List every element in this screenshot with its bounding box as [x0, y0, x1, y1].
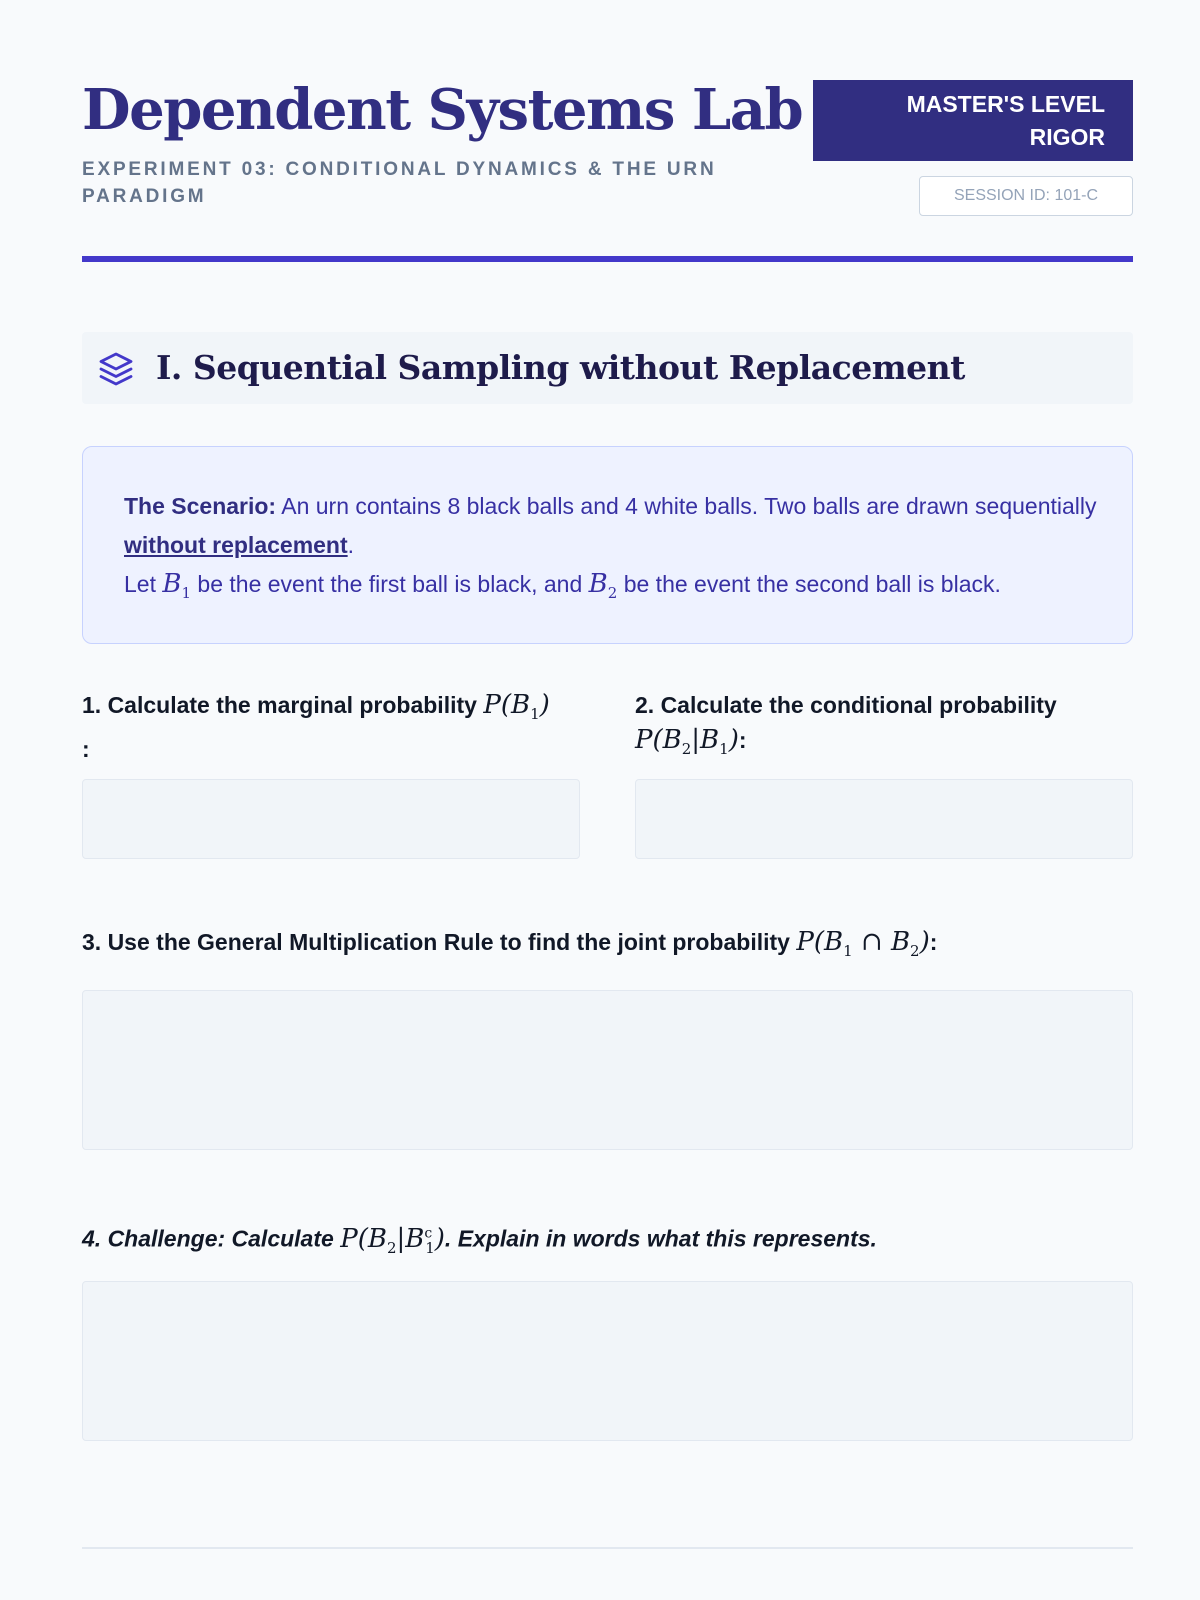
layers-icon	[96, 349, 136, 389]
question-1-math-sub: 1	[530, 705, 540, 724]
page-subtitle: EXPERIMENT 03: CONDITIONAL DYNAMICS & THE URN PARADIGM	[82, 159, 717, 207]
question-1-math	[483, 690, 550, 724]
section-heading	[82, 332, 1133, 404]
scenario-text-2-mid: be the event the first ball is black, and	[191, 571, 589, 597]
question-4-answer-field[interactable]	[82, 1281, 1133, 1441]
math-b2-symbol: B	[588, 569, 608, 599]
question-4-text: 4. Challenge: Calculate	[82, 1225, 341, 1252]
scenario-text-2-end: be the event the second ball is black.	[617, 571, 1001, 597]
math-b2-sub: 2	[607, 584, 618, 603]
question-2-math	[635, 725, 739, 759]
question-1-label	[82, 688, 582, 767]
question-3-text: 3. Use the General Multiplication Rule to find the joint probability	[82, 929, 797, 955]
scenario-paragraph-1	[124, 487, 1102, 565]
question-4-math-sup: c	[424, 1225, 433, 1241]
question-2-math-sub: 2	[681, 740, 692, 759]
scenario-box	[82, 446, 1133, 644]
question-2-answer-field[interactable]	[635, 779, 1133, 859]
question-1-math-end: )	[539, 690, 550, 720]
question-1-answer-field[interactable]	[82, 779, 580, 859]
badge-line-2: RIGOR	[1029, 124, 1105, 150]
question-2-math-main: P(B	[635, 725, 682, 755]
question-2-math-sub-2: 1	[719, 740, 729, 759]
question-2-math-end: )	[728, 725, 739, 755]
question-3-math-mid: ∩ B	[852, 927, 911, 957]
question-4-math-mid: |B	[396, 1223, 425, 1254]
question-3-label	[82, 925, 1133, 969]
question-2-text: 2. Calculate the conditional probability	[635, 692, 1057, 718]
header-divider	[82, 256, 1133, 262]
question-4-math-sub-2: 1	[425, 1238, 435, 1257]
scenario-emphasis: without replacement	[124, 532, 348, 558]
question-4-label	[82, 1216, 1133, 1266]
level-badge	[813, 80, 1133, 161]
question-4-math-sub: 2	[386, 1238, 397, 1257]
question-3-math-sub-2: 2	[910, 942, 920, 961]
question-1-math-main: P(B	[483, 690, 531, 720]
scenario-text-1-end: .	[347, 532, 355, 558]
question-4-math	[340, 1223, 445, 1257]
question-2-math-mid: |B	[691, 725, 720, 755]
session-id-badge: SESSION ID: 101-C	[919, 176, 1133, 216]
question-2-suffix: :	[738, 727, 747, 753]
math-b2	[588, 569, 618, 603]
math-b1	[162, 569, 192, 603]
math-b1-sub: 1	[181, 584, 192, 603]
question-3-math	[796, 927, 930, 961]
scenario-text-2-start: Let	[124, 571, 163, 597]
question-4-math-main: P(B	[340, 1223, 387, 1254]
badge-line-1: MASTER'S LEVEL	[906, 91, 1105, 117]
header	[82, 77, 1133, 260]
section-title: I. Sequential Sampling without Replacement	[156, 348, 965, 387]
scenario-lead: The Scenario:	[124, 493, 277, 519]
question-2-label	[635, 688, 1133, 767]
question-4-suffix: . Explain in words what this represents.	[444, 1225, 877, 1252]
page-title: Dependent Systems Lab	[82, 77, 803, 143]
question-3-answer-field[interactable]	[82, 990, 1133, 1150]
question-1-suffix: :	[82, 736, 90, 763]
question-3-suffix: :	[929, 929, 938, 955]
math-b1-symbol: B	[162, 569, 182, 599]
scenario-paragraph-2	[124, 565, 1102, 613]
question-3-math-end: )	[919, 927, 930, 957]
question-3-math-main: P(B	[796, 927, 844, 957]
footer-divider	[82, 1547, 1133, 1549]
question-3-math-sub: 1	[843, 942, 853, 961]
question-4-math-end: )	[434, 1223, 445, 1254]
question-1-text: 1. Calculate the marginal probability	[82, 692, 484, 718]
scenario-text-1: An urn contains 8 black balls and 4 white balls. Two balls are drawn sequentially	[276, 493, 1097, 519]
